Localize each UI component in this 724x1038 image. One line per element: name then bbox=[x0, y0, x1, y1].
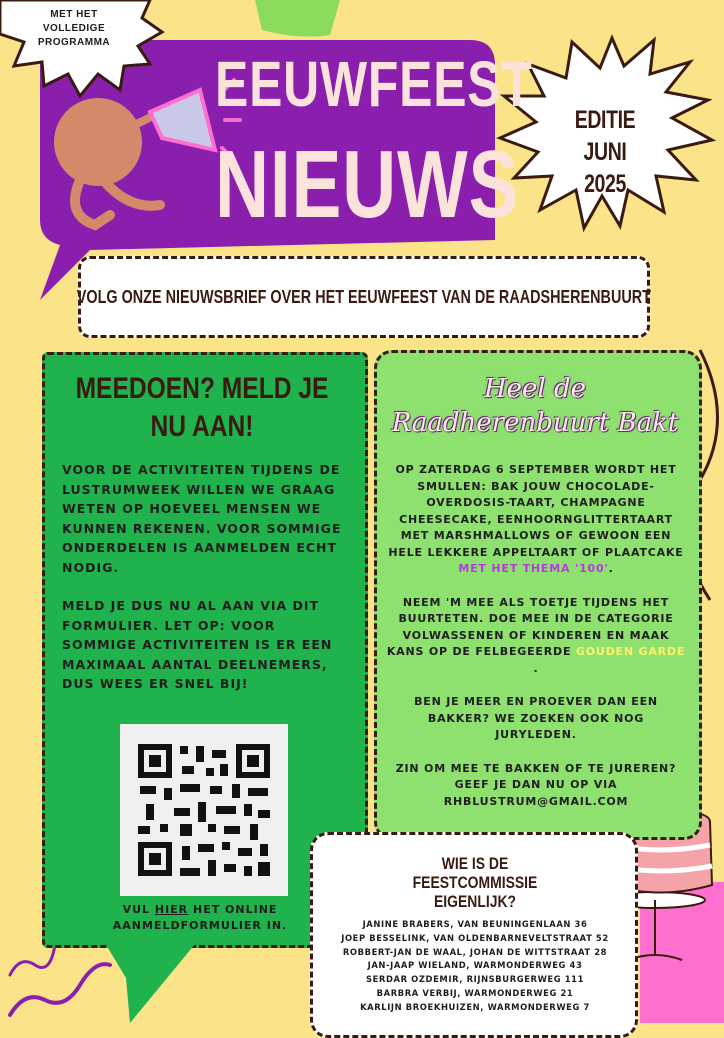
bake-text bbox=[386, 462, 686, 827]
starburst-tag: MET HET VOLLEDIGE PROGRAMMA bbox=[37, 9, 111, 48]
bake-p1-end: . bbox=[608, 562, 614, 575]
bake-p2-text: NEEM 'M MEE ALS TOETJE TIJDENS HET BUURTETEN. DOE MEE IN DE CATEGORIE VOLWASSENEN OF KINDEREN EN MAAK KANS OP DE FELBEGEERDE bbox=[386, 595, 674, 658]
signup-form-link[interactable]: HIER bbox=[154, 903, 189, 916]
bake-heading: Heel de Raadherenbuurt Bakt bbox=[391, 374, 679, 438]
committee-member: JOEP BESSELINK, VAN OLDENBARNEVELTSTRAAT 52 bbox=[341, 932, 609, 943]
committee-member: JAN-JAAP WIELAND, WARMONDERWEG 43 bbox=[367, 960, 583, 971]
bake-p1-text: OP ZATERDAG 6 SEPTEMBER WORDT HET SMULLEN: BAK JOUW CHOCOLADE-OVERDOSIS-TAART, CHAMPAGNE CHEESECAKE, EENHOORNGLITTERTAART MET MARSHMALLOWS OF GEWOON EEN HELE LEKKERE APPELTAART OF PLAATCAKE bbox=[388, 463, 684, 559]
edition-badge: EDITIE JUNI 2025 bbox=[574, 106, 636, 198]
bake-paragraph-4: ZIN OM MEE TE BAKKEN OF TE JUREREN? GEEF JE DAN NU OP VIA RHBLUSTRUM@GMAIL.COM bbox=[395, 761, 677, 808]
signup-panel-tail bbox=[100, 938, 220, 1023]
bake-paragraph-3: BEN JE MEER EN PROEVER DAN EEN BAKKER? WE ZOEKEN OOK NOG JURYLEDEN. bbox=[414, 695, 658, 741]
qr-caption bbox=[90, 902, 310, 934]
signup-text bbox=[62, 460, 352, 694]
signup-paragraph-1: VOOR DE ACTIVITEITEN TIJDENS DE LUSTRUMWEEK WILLEN WE GRAAG WETEN OP HOEVEEL MENSEN WE KUNNEN REKENEN. VOOR SOMMIGE ONDERDELEN IS AANMELDEN ECHT NODIG. bbox=[62, 462, 342, 575]
golden-whisk-highlight: GOUDEN GARDE bbox=[575, 645, 686, 658]
committee-member: ROBBERT-JAN DE WAAL, JOHAN DE WITTSTRAAT 28 bbox=[342, 946, 608, 957]
qr-code-image bbox=[120, 724, 288, 896]
bake-paragraph-1 bbox=[386, 462, 686, 578]
committee-member: SERDAR OZDEMIR, RIJNSBURGERWEG 111 bbox=[365, 974, 585, 985]
theme-highlight: MET HET THEMA '100' bbox=[458, 562, 609, 575]
committee-member: KARLIJN BROEKHUIZEN, WARMONDERWEG 7 bbox=[360, 1001, 590, 1012]
subtitle-text: VOLG ONZE NIEUWSBRIEF OVER HET EEUWFEEST VAN DE RAADSHERENBUURT bbox=[76, 286, 652, 307]
committee-member: BARBRA VERBIJ, WARMONDERWEG 21 bbox=[376, 987, 574, 998]
qr-code[interactable] bbox=[120, 724, 288, 896]
qr-caption-prefix: VUL bbox=[122, 903, 155, 916]
committee-list bbox=[330, 918, 620, 1015]
bake-paragraph-2 bbox=[386, 595, 686, 678]
subtitle-banner bbox=[78, 256, 650, 338]
committee-heading: WIE IS DE FEESTCOMMISSIE EIGENLIJK? bbox=[412, 854, 538, 911]
qr-caption-suffix: HET ONLINE AANMELDFORMULIER IN. bbox=[112, 903, 288, 932]
committee-member: JANINE BRABERS, VAN BEUNINGENLAAN 36 bbox=[362, 919, 588, 929]
signup-paragraph-2: MELD JE DUS NU AL AAN VIA DIT FORMULIER. LET OP: VOOR SOMMIGE ACTIVITEITEN IS ER EEN MAXIMAAL AANTAL DEELNEMERS, DUS WEES ER SNEL BIJ! bbox=[62, 598, 333, 691]
bake-p2-end: . bbox=[533, 661, 539, 675]
signup-heading: MEEDOEN? MELD JE NU AAN! bbox=[75, 372, 329, 443]
title-line-2: NIEUWS bbox=[215, 131, 520, 238]
title-line-1: EEUWFEEST bbox=[215, 48, 533, 120]
